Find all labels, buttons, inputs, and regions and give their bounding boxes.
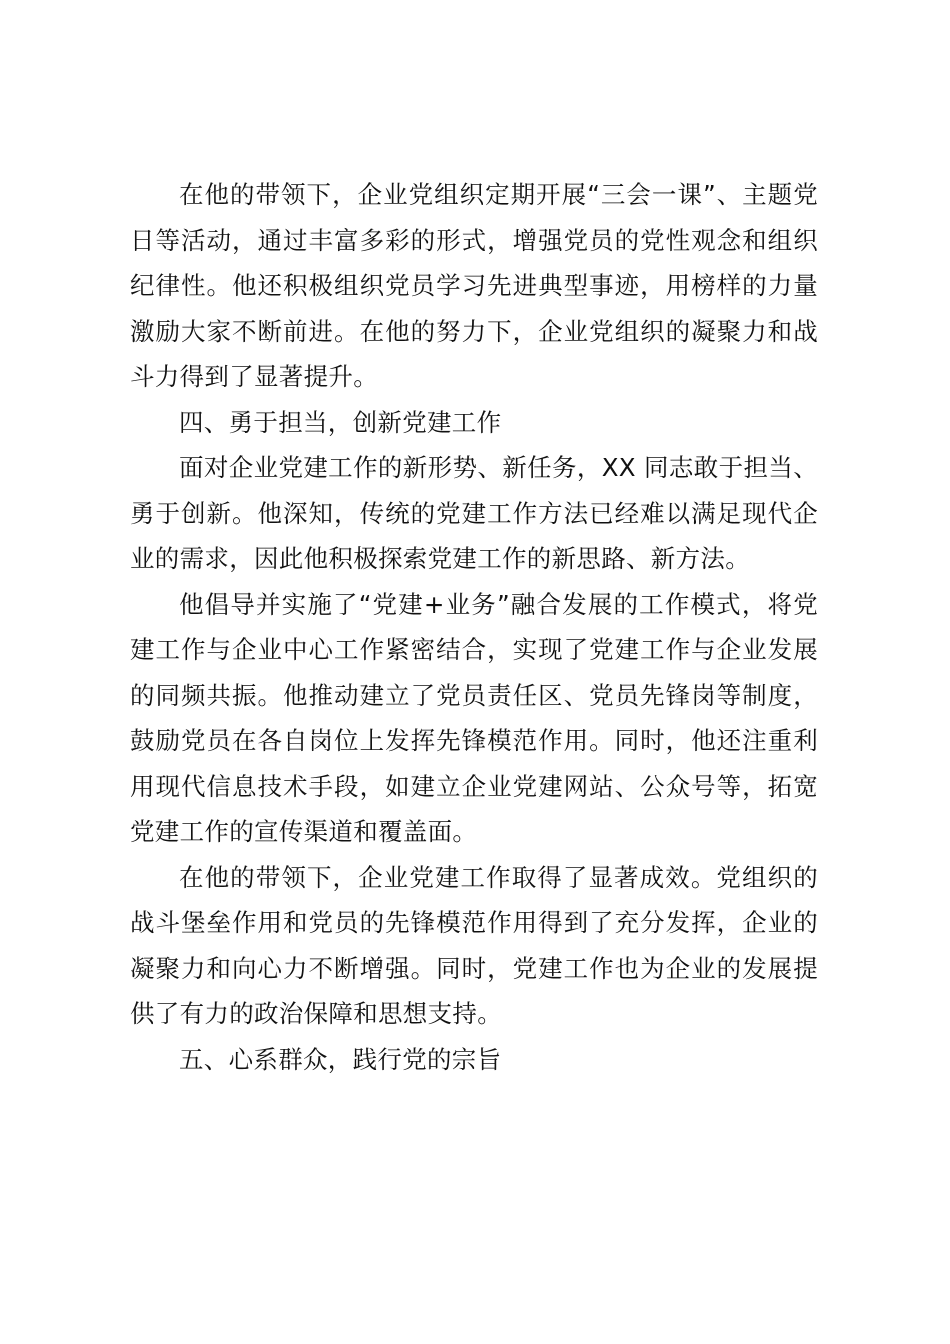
paragraph-achievements: 在他的带领下，企业党建工作取得了显著成效。党组织的战斗堡垒作用和党员的先锋模范作用得到了充分发挥，企业的凝聚力和向心力不断增强。同时，党建工作也为企业的发展提供了有力的政治保障和思想支持。 — [130, 862, 818, 1028]
section-heading-five: 五、心系群众，践行党的宗旨 — [179, 1044, 502, 1074]
document-body — [130, 172, 818, 1082]
paragraph-new-situation: 面对企业党建工作的新形势、新任务，XX 同志敢于担当、勇于创新。他深知，传统的党建工作方法已经难以满足现代企业的需求，因此他积极探索党建工作的新思路、新方法。 — [130, 453, 818, 573]
paragraph-leadership-activities: 在他的带领下，企业党组织定期开展“三会一课”、主题党日等活动，通过丰富多彩的形式，增强党员的党性观念和组织纪律性。他还积极组织党员学习先进典型事迹，用榜样的力量激励大家不断前进。在他的努力下，企业党组织的凝聚力和战斗力得到了显著提升。 — [130, 180, 818, 391]
section-heading-four: 四、勇于担当，创新党建工作 — [179, 407, 502, 437]
paragraph-work-model: 他倡导并实施了“党建+业务”融合发展的工作模式，将党建工作与企业中心工作紧密结合，实现了党建工作与企业发展的同频共振。他推动建立了党员责任区、党员先锋岗等制度，鼓励党员在各自岗位上发挥先锋模范作用。同时，他还注重利用现代信息技术手段，如建立企业党建网站、公众号等，拓宽党建工作的宣传渠道和覆盖面。 — [130, 589, 818, 846]
